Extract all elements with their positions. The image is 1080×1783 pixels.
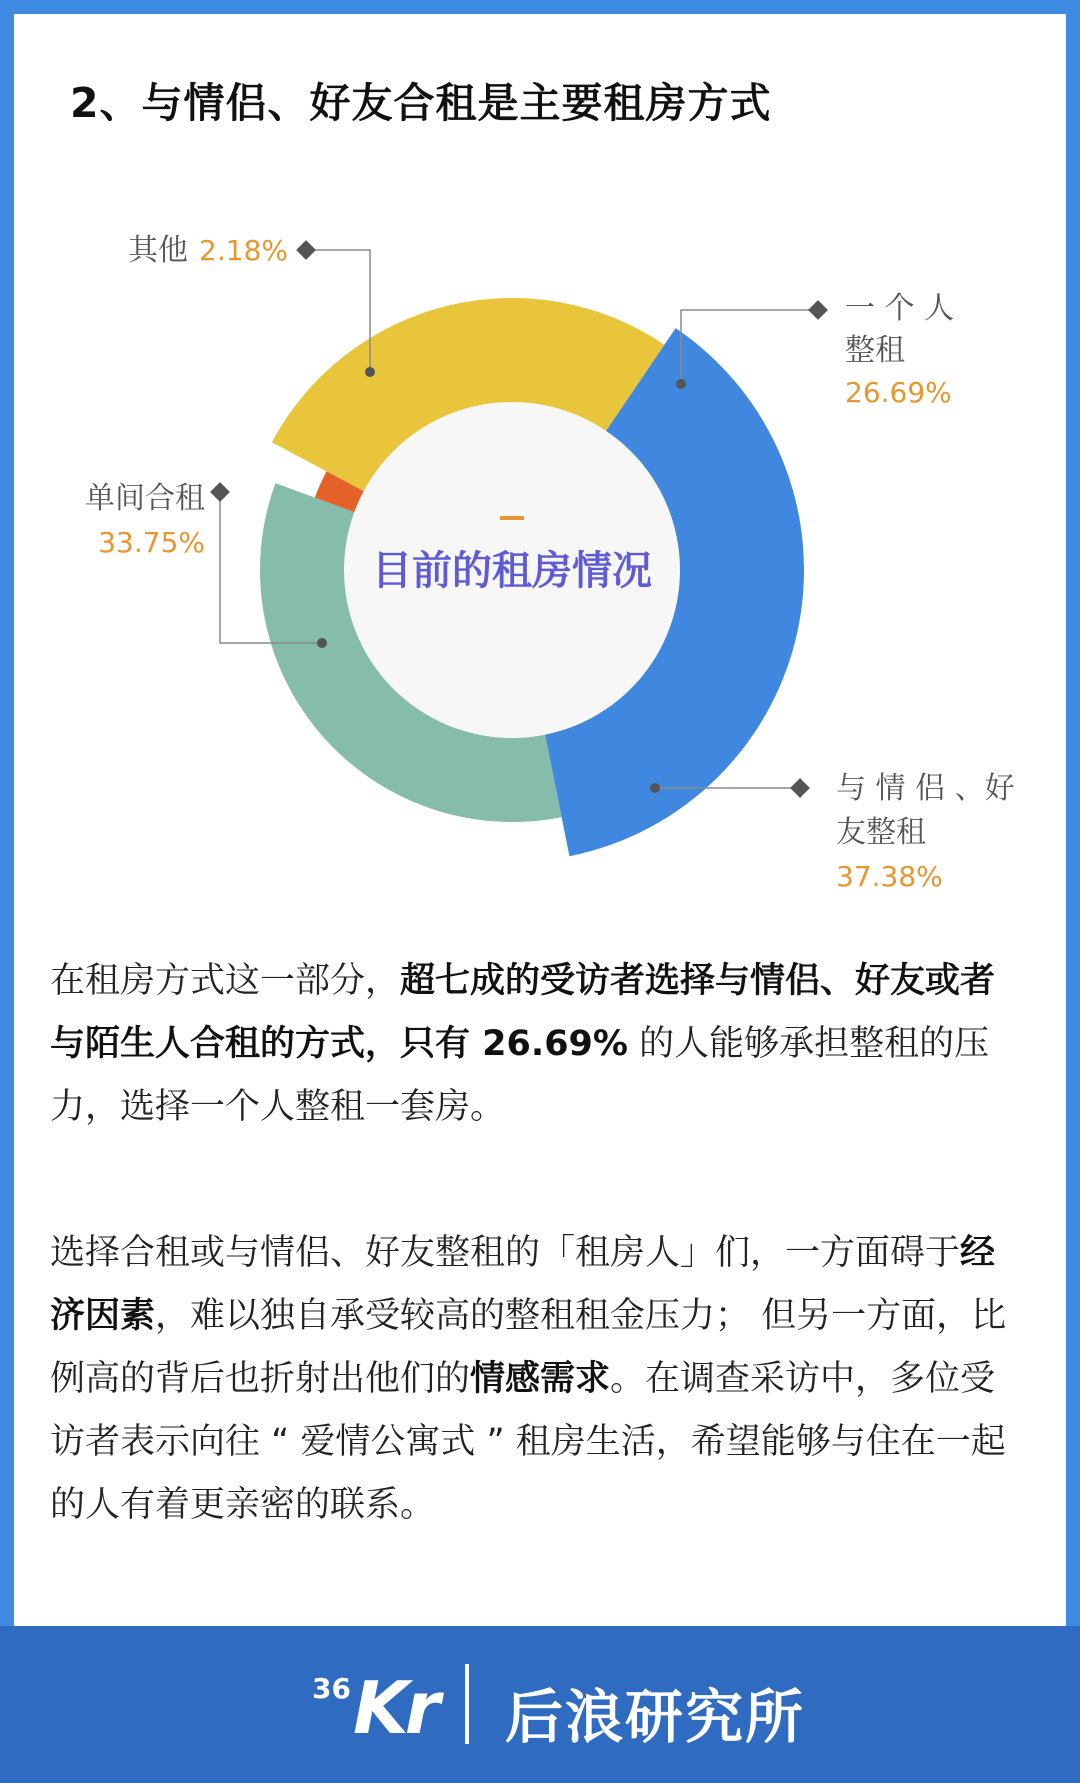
- leader-dot-0: [676, 379, 686, 389]
- slice-label-1-line-0: 与 情 侣 、好: [836, 771, 1015, 806]
- slice-label-0-line-0: 一 个 人: [845, 291, 955, 326]
- p2-text-c: ，难以独自承受较高的整租租金压力； 但另一方面，比例高的背后也折射出他们的: [50, 1296, 1007, 1399]
- p1-text-a: 在租房方式这一部分，: [50, 961, 401, 1001]
- footer-bar: [0, 1626, 1080, 1783]
- slice-percent-2: 33.75%: [98, 526, 205, 559]
- donut-chart: [0, 170, 1080, 930]
- slice-percent-1: 37.38%: [836, 860, 943, 893]
- slice-label-2-line-0: 单间合租: [85, 481, 205, 516]
- p1-highlight: 超七成的受访者选择与情侣、好友或者与陌生人合租的方式，只有 26.69%: [50, 961, 996, 1064]
- leader-diamond-1: [790, 778, 810, 798]
- p2-text-a: 选择合租或与情侣、好友整租的「租房人」们，一方面碍于: [50, 1233, 961, 1273]
- leader-diamond-3: [296, 240, 316, 260]
- slice-percent-0: 26.69%: [845, 376, 952, 409]
- org-name: 后浪研究所: [505, 1683, 806, 1751]
- paragraph-rental-method: [50, 950, 1030, 1139]
- p2-highlight-economic: 经济因素: [50, 1233, 996, 1336]
- leader-dot-1: [650, 783, 660, 793]
- leader-dot-3: [365, 367, 375, 377]
- slice-label-0-line-1: 整租: [845, 333, 905, 368]
- leader-diamond-2: [210, 482, 230, 502]
- leader-dot-2: [317, 638, 327, 648]
- p1-text-c: 的人能够承担整租的压力，选择一个人整租一套房。: [50, 1024, 990, 1127]
- logo-36: 36: [312, 1672, 351, 1705]
- leader-diamond-0: [808, 300, 828, 320]
- paragraph-shared-rental: [50, 1222, 1030, 1537]
- slice-label-3: 其他: [128, 233, 188, 268]
- p2-text-e: 。在调查采访中，多位受访者表示向往 “ 爱情公寓式 ” 租房生活，希望能够与住在一起的人有着更亲密的联系。: [50, 1359, 1006, 1525]
- slice-label-1-line-1: 友整租: [836, 815, 926, 850]
- center-label: 目前的租房情况: [372, 548, 652, 594]
- center-dash: [500, 516, 524, 520]
- section-title: 2、与情侣、好友合租是主要租房方式: [70, 79, 772, 127]
- logo-kr: Kr: [353, 1666, 437, 1750]
- slice-percent-3: 2.18%: [199, 234, 288, 267]
- p2-highlight-emotional: 情感需求: [470, 1359, 611, 1399]
- logo-divider: [465, 1664, 469, 1744]
